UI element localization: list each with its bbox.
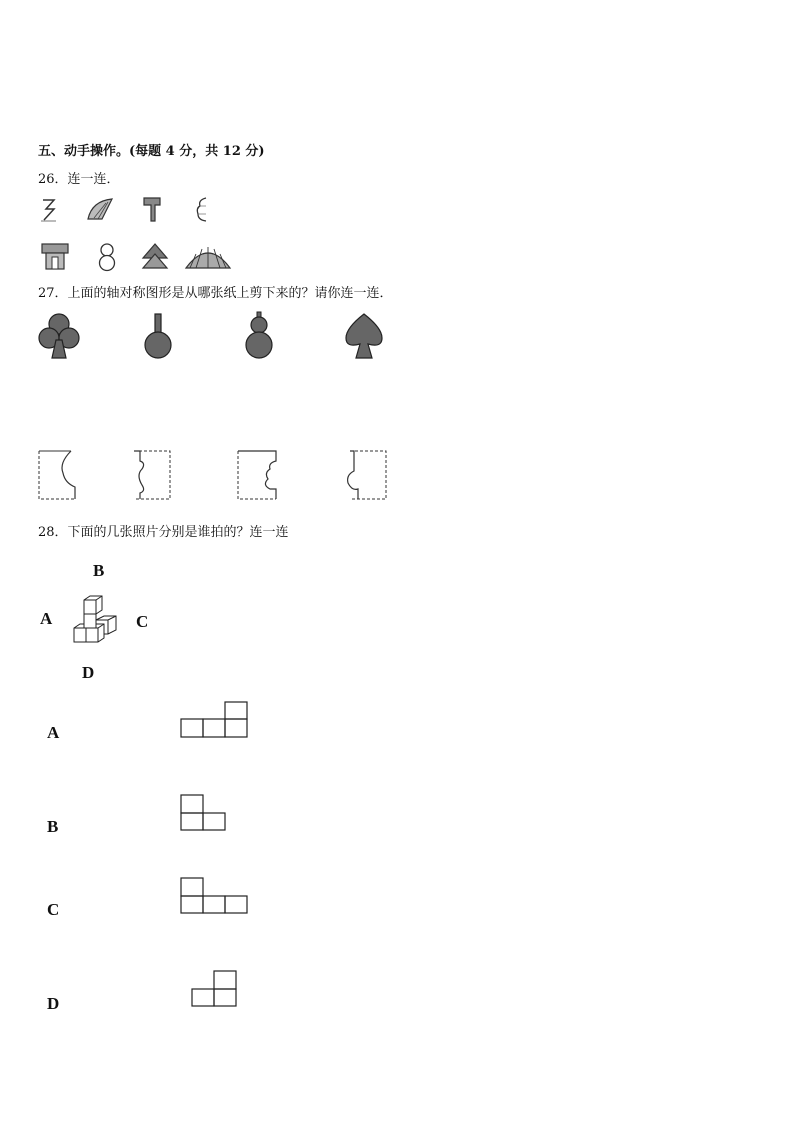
- question-28-label: 28．下面的几张照片分别是谁拍的？连一连: [38, 525, 289, 540]
- full-shape-house: [40, 242, 70, 272]
- photo-label-c: C: [47, 900, 60, 919]
- half-shape-lightning: [40, 197, 60, 223]
- spade-shape: [342, 312, 386, 360]
- key-shape: [142, 312, 174, 360]
- full-shape-tree: [140, 242, 170, 272]
- photo-label-d: D: [47, 994, 60, 1013]
- question-27-label: 27．上面的轴对称图形是从哪张纸上剪下来的？请你连一连．: [38, 286, 393, 301]
- view-c-grid: [180, 877, 252, 915]
- photo-label-b: B: [47, 817, 59, 836]
- full-shape-snowman: [96, 242, 118, 272]
- half-shape-gourd: [194, 196, 210, 224]
- section-title: 五、动手操作。(每题 4 分，共 12 分): [38, 144, 265, 159]
- folded-paper-1: [37, 449, 79, 503]
- club-shape: [38, 312, 80, 360]
- half-shape-umbrella: [86, 197, 114, 221]
- observer-label-left: A: [40, 609, 53, 628]
- full-shape-umbrella: [184, 244, 232, 272]
- observer-label-top: B: [93, 561, 105, 580]
- folded-paper-3: [236, 449, 280, 503]
- photo-label-a: A: [47, 723, 60, 742]
- view-d-grid: [191, 970, 239, 1008]
- view-b-grid: [180, 794, 228, 832]
- gourd-shape: [244, 310, 274, 360]
- observer-label-bottom: D: [82, 663, 95, 682]
- folded-paper-4: [346, 449, 388, 503]
- cube-stack-figure: [70, 594, 122, 650]
- folded-paper-2: [132, 449, 174, 503]
- question-26-label: 26．连一连．: [38, 172, 120, 187]
- view-a-grid: [180, 701, 250, 739]
- observer-label-right: C: [136, 612, 149, 631]
- half-shape-house: [142, 196, 164, 224]
